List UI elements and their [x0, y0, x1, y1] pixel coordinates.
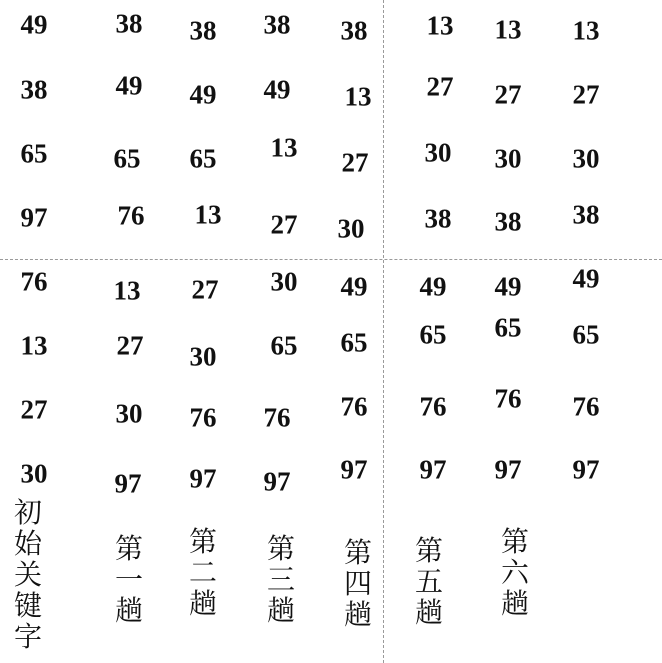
- key-cell: 65: [270, 330, 298, 361]
- key-cell: 76: [494, 383, 522, 414]
- key-cell: 65: [113, 143, 141, 174]
- key-cell: 13: [572, 15, 600, 46]
- column-label-pass-3: 第三趟: [266, 532, 295, 627]
- key-cell: 38: [340, 15, 368, 46]
- key-cell: 13: [20, 330, 48, 361]
- key-cell: 97: [572, 454, 600, 485]
- key-cell: 76: [117, 200, 145, 231]
- column-label-pass-1: 第一趟: [114, 532, 143, 627]
- key-cell: 97: [189, 463, 217, 494]
- column-label-pass-6: 第六趟: [500, 525, 529, 620]
- key-cell: 49: [340, 271, 368, 302]
- key-cell: 49: [189, 79, 217, 110]
- key-cell: 30: [270, 266, 298, 297]
- key-cell: 27: [494, 79, 522, 110]
- key-cell: 49: [20, 9, 48, 40]
- key-cell: 76: [572, 391, 600, 422]
- key-cell: 27: [116, 330, 144, 361]
- key-cell: 65: [419, 319, 447, 350]
- key-cell: 27: [191, 274, 219, 305]
- key-cell: 30: [20, 458, 48, 489]
- key-cell: 30: [424, 137, 452, 168]
- key-cell: 76: [20, 266, 48, 297]
- key-cell: 38: [494, 206, 522, 237]
- key-cell: 65: [494, 312, 522, 343]
- key-cell: 27: [426, 71, 454, 102]
- key-cell: 97: [419, 454, 447, 485]
- key-cell: 49: [419, 271, 447, 302]
- key-cell: 30: [189, 341, 217, 372]
- key-cell: 30: [115, 398, 143, 429]
- column-label-pass-5: 第五趟: [414, 534, 443, 629]
- key-cell: 97: [340, 454, 368, 485]
- key-cell: 27: [341, 147, 369, 178]
- key-cell: 13: [344, 81, 372, 112]
- key-cell: 49: [494, 271, 522, 302]
- key-cell: 49: [115, 70, 143, 101]
- key-cell: 65: [20, 138, 48, 169]
- key-cell: 97: [114, 468, 142, 499]
- horizontal-dashed-divider: [0, 259, 662, 260]
- key-cell: 38: [263, 9, 291, 40]
- key-cell: 13: [113, 275, 141, 306]
- key-cell: 76: [419, 391, 447, 422]
- key-cell: 65: [340, 327, 368, 358]
- key-cell: 38: [189, 15, 217, 46]
- key-cell: 76: [263, 402, 291, 433]
- column-label-initial-keys: 初始关键字: [13, 496, 42, 653]
- key-cell: 30: [572, 143, 600, 174]
- key-cell: 49: [572, 263, 600, 294]
- key-cell: 76: [340, 391, 368, 422]
- key-cell: 27: [20, 394, 48, 425]
- key-cell: 13: [194, 199, 222, 230]
- key-cell: 27: [270, 209, 298, 240]
- key-cell: 38: [115, 8, 143, 39]
- key-cell: 13: [270, 132, 298, 163]
- key-cell: 13: [494, 14, 522, 45]
- column-label-pass-2: 第二趟: [188, 525, 217, 620]
- key-cell: 13: [426, 10, 454, 41]
- key-cell: 30: [494, 143, 522, 174]
- key-cell: 76: [189, 402, 217, 433]
- key-cell: 97: [20, 202, 48, 233]
- key-cell: 38: [572, 199, 600, 230]
- key-cell: 49: [263, 74, 291, 105]
- key-cell: 65: [572, 319, 600, 350]
- key-cell: 97: [263, 466, 291, 497]
- key-cell: 38: [424, 203, 452, 234]
- column-label-pass-4: 第四趟: [343, 536, 372, 631]
- key-cell: 38: [20, 74, 48, 105]
- key-cell: 30: [337, 213, 365, 244]
- key-cell: 97: [494, 454, 522, 485]
- vertical-dashed-divider: [383, 0, 384, 663]
- key-cell: 65: [189, 143, 217, 174]
- key-cell: 27: [572, 79, 600, 110]
